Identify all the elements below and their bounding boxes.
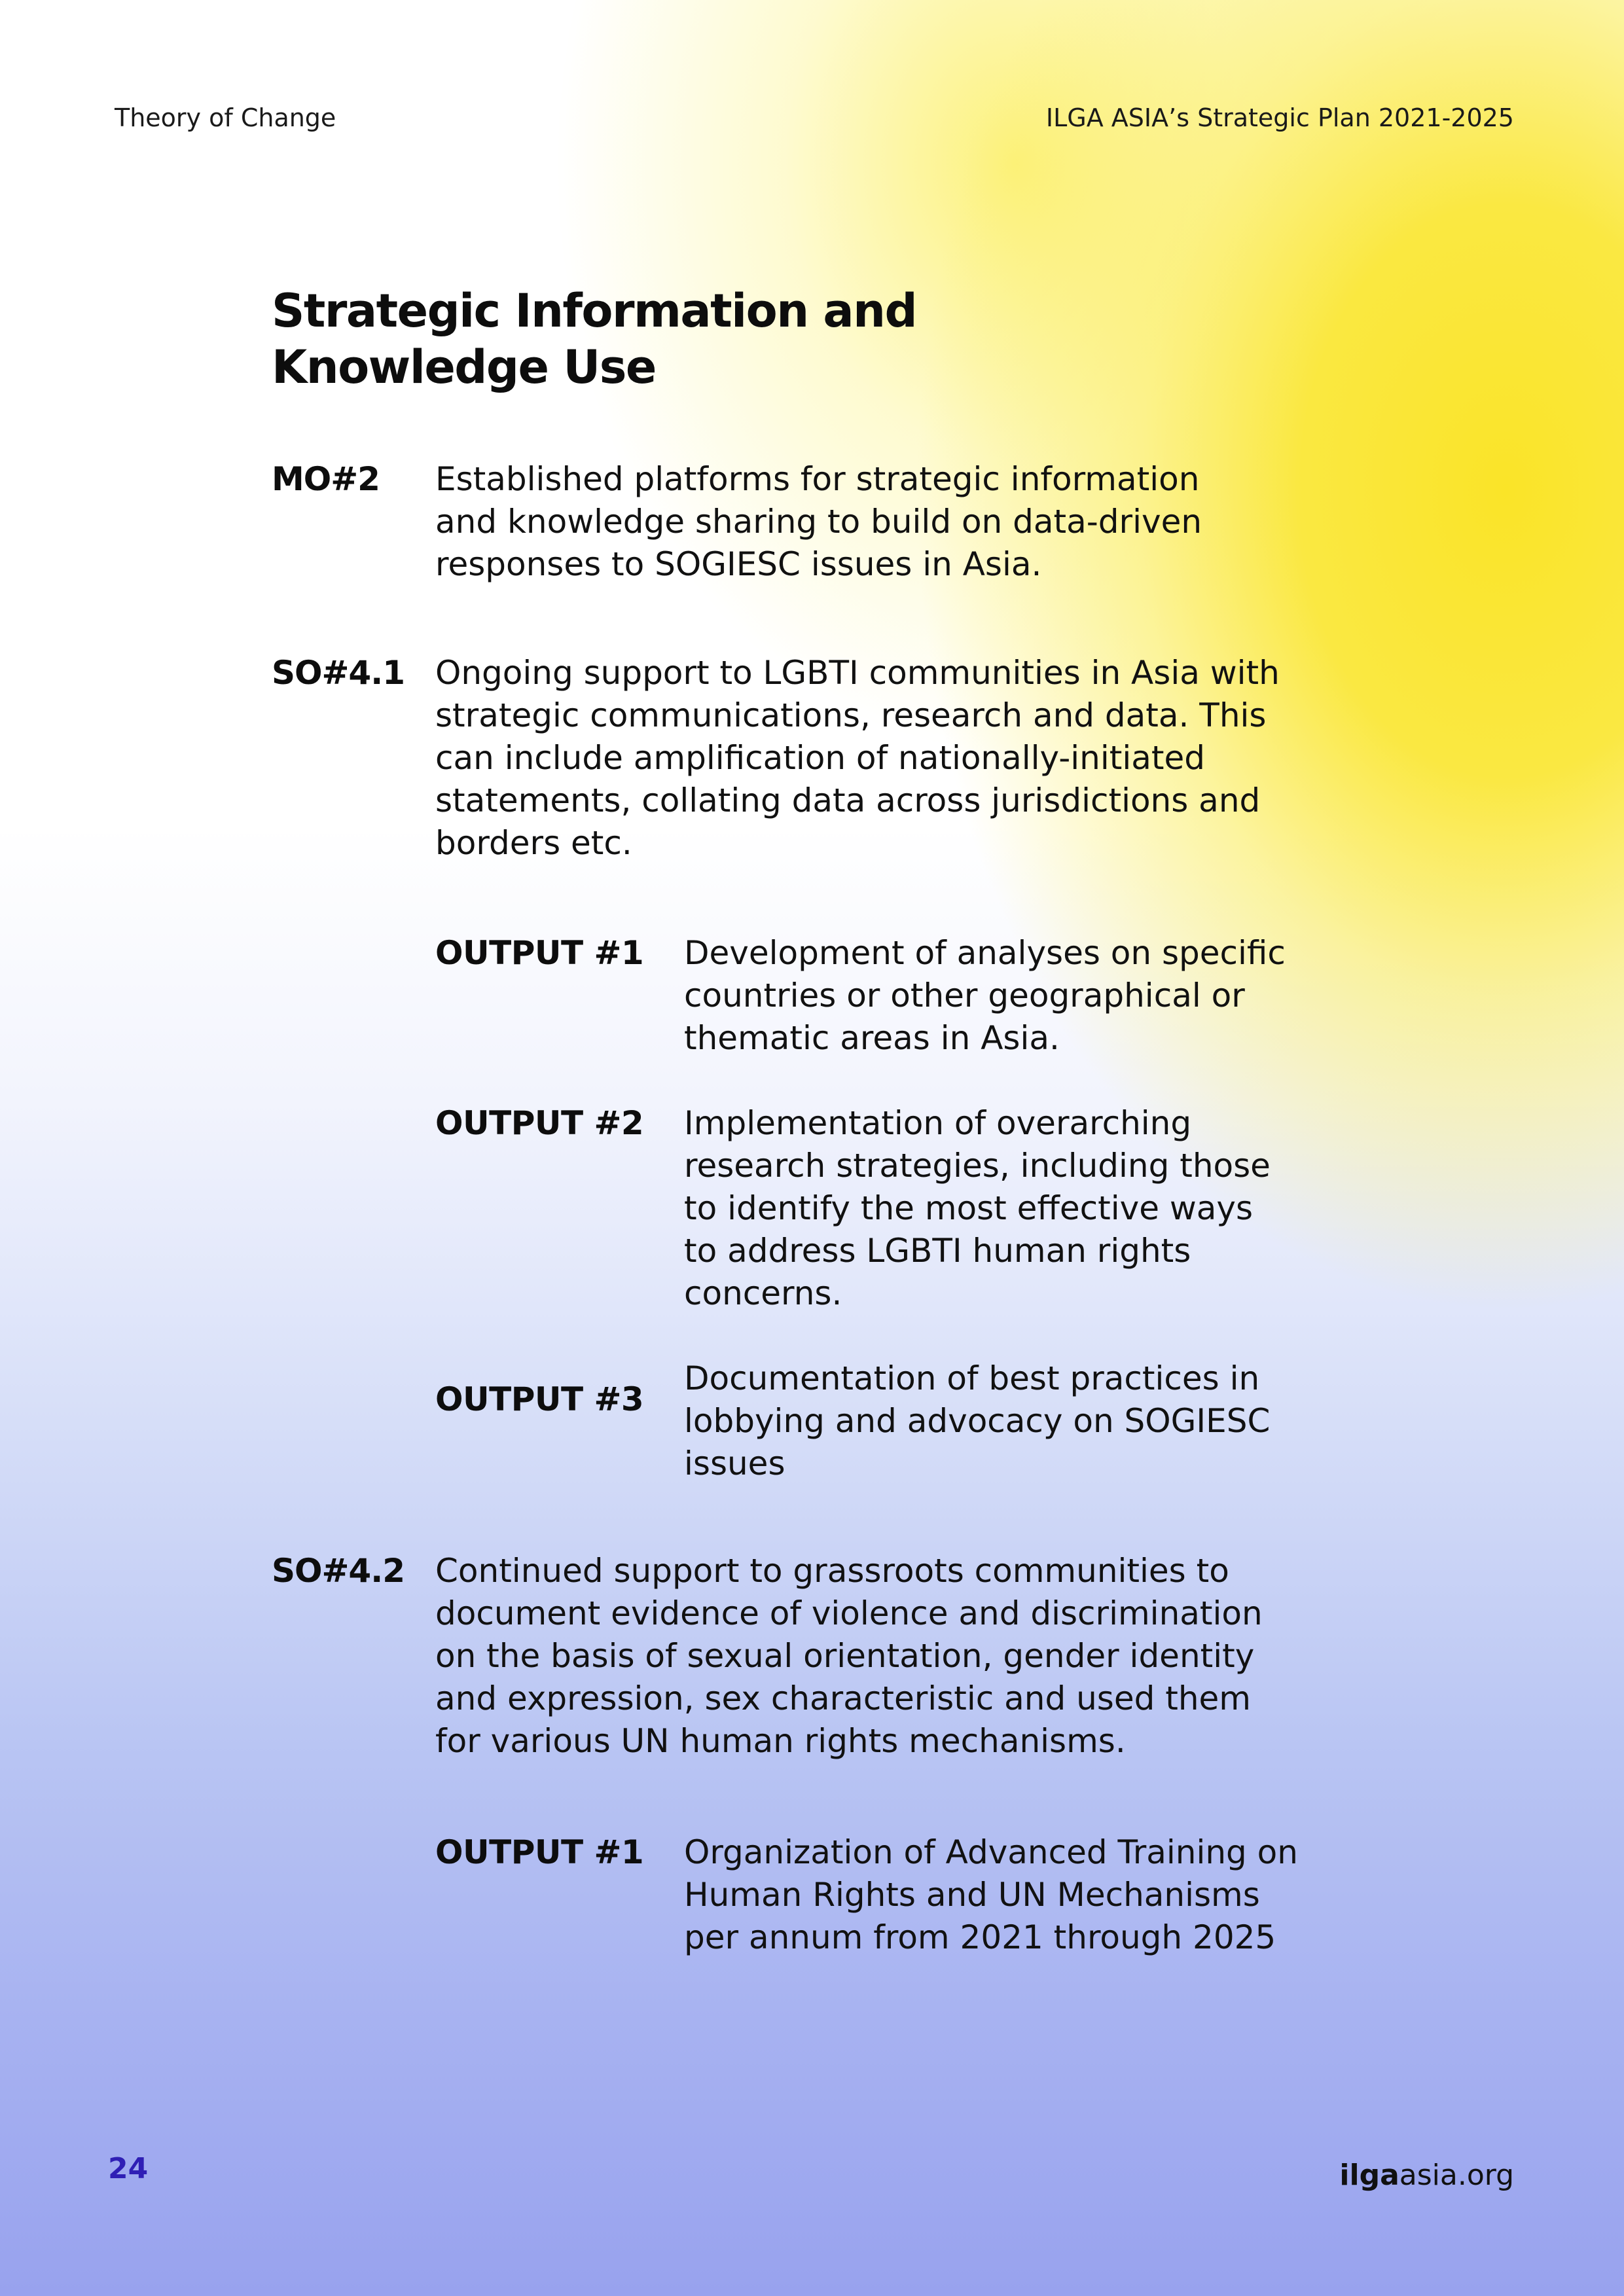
output-text: Documentation of best practices in lobbying and advocacy on SOGIESC issues (684, 1359, 1271, 1482)
objective-so42 (272, 1550, 1352, 1763)
page-title: Strategic Information and Knowledge Use (272, 284, 917, 394)
objective-code: SO#4.1 (272, 654, 405, 692)
objective-code: MO#2 (272, 460, 380, 498)
output-text: Development of analyses on specific countries or other geographical or thematic areas in Asia. (684, 934, 1286, 1057)
output-text: Implementation of overarching research strategies, including those to identify the most effective ways to address LGBTI human rights concerns. (684, 1104, 1271, 1312)
output-label: OUTPUT #3 (435, 1380, 644, 1418)
website-url-bold: ilga (1339, 2159, 1399, 2192)
output-label: OUTPUT #2 (435, 1104, 644, 1142)
objective-text: Ongoing support to LGBTI communities in Asia with strategic communications, research and data. This can include amplification of nationally-initiated statements, collating data across jurisdictions and borders etc. (435, 654, 1280, 862)
output-text: Organization of Advanced Training on Human Rights and UN Mechanisms per annum from 2021 through 2025 (684, 1833, 1298, 1956)
output-item (435, 1102, 1437, 1315)
running-header-section: Theory of Change (115, 103, 336, 132)
objective-text: Continued support to grassroots communities to document evidence of violence and discrimination on the basis of sexual orientation, gender identity and expression, sex characteristic and used them for various UN human rights mechanisms. (435, 1552, 1263, 1760)
page-number: 24 (108, 2152, 149, 2185)
objective-code: SO#4.2 (272, 1552, 405, 1590)
output-label: OUTPUT #1 (435, 934, 644, 972)
output-item (435, 1831, 1437, 1959)
running-header-publication: ILGA ASIA’s Strategic Plan 2021-2025 (1045, 103, 1514, 132)
objective-mo2 (272, 458, 1352, 586)
objective-text: Established platforms for strategic information and knowledge sharing to build on data-driven responses to SOGIESC issues in Asia. (435, 460, 1202, 583)
output-item (435, 932, 1437, 1060)
website-url-rest: asia.org (1399, 2159, 1514, 2192)
objective-so41 (272, 652, 1352, 865)
website-url (1339, 2159, 1514, 2192)
output-label: OUTPUT #1 (435, 1833, 644, 1871)
output-item (435, 1357, 1437, 1485)
